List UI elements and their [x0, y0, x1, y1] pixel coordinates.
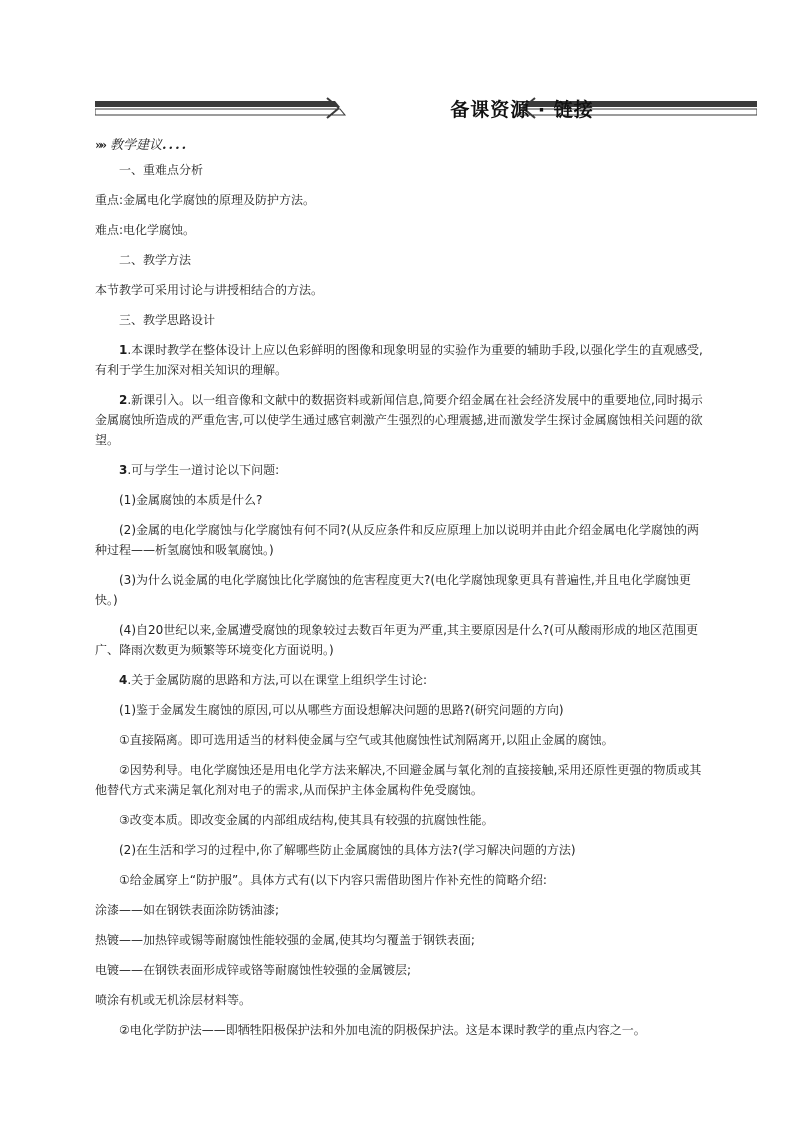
- design-item-1: [95, 340, 707, 380]
- header-title: 备课资源 · 链接: [450, 99, 594, 121]
- item-text: .可与学生一道讨论以下问题:: [127, 463, 280, 477]
- section-heading-2: 二、教学方法: [119, 253, 192, 267]
- question-4: (4)自20世纪以来,金属遭受腐蚀的现象较过去数百年更为严重,其主要原因是什么?(可从酸雨形成的地区范围更广、降雨次数更为频繁等环境变化方面说明。): [95, 623, 698, 657]
- sub-question-2: (2)在生活和学习的过程中,你了解哪些防止金属腐蚀的具体方法?(学习解决问题的方法): [119, 843, 576, 857]
- document-body: [95, 160, 707, 1050]
- item-text: .新课引入。以一组音像和文献中的数据资料或新闻信息,简要介绍金属在社会经济发展中的重要地位,同时揭示金属腐蚀所造成的严重危害,可以使学生通过感官刺激产生强烈的心理震撼,进而激发学生探讨金属腐蚀相关问题的欲望。: [95, 393, 703, 447]
- item-number: 4: [119, 673, 128, 687]
- tips-dots: ....: [162, 138, 189, 153]
- section-heading-1: 一、重难点分析: [119, 163, 204, 177]
- approach-3: ③改变本质。即改变金属的内部组成结构,使其具有较强的抗腐蚀性能。: [119, 813, 494, 827]
- teaching-method: 本节教学可采用讨论与讲授相结合的方法。: [95, 283, 324, 297]
- method-1: ①给金属穿上“防护服”。具体方式有(以下内容只需借助图片作补充性的简略介绍:: [119, 873, 547, 887]
- difficult-point: 难点:电化学腐蚀。: [95, 223, 196, 237]
- item-number: 1: [119, 343, 128, 357]
- header-left-bar: [95, 101, 340, 107]
- item-number: 2: [119, 393, 128, 407]
- question-1: (1)金属腐蚀的本质是什么?: [119, 493, 263, 507]
- teaching-tips-label: [95, 134, 188, 153]
- method-2: ②电化学防护法——即牺牲阳极保护法和外加电流的阴极保护法。这是本课时教学的重点内容之一。: [119, 1023, 646, 1037]
- header-banner-graphic: [95, 93, 757, 123]
- spray-coating-method: 喷涂有机或无机涂层材料等。: [95, 993, 252, 1007]
- approach-2: ②因势利导。电化学腐蚀还是用电化学方法来解决,不回避金属与氧化剂的直接接触,采用还原性更强的物质或其他替代方式来满足氧化剂对电子的需求,从而保护主体金属构件免受腐蚀。: [95, 763, 702, 797]
- item-text: .本课时教学在整体设计上应以色彩鲜明的图像和现象明显的实验作为重要的辅助手段,以强化学生的直观感受,有利于学生加深对相关知识的理解。: [95, 343, 703, 377]
- approach-1: ①直接隔离。即可选用适当的材料使金属与空气或其他腐蚀性试剂隔离开,以阻止金属的腐蚀。: [119, 733, 614, 747]
- question-3: (3)为什么说金属的电化学腐蚀比化学腐蚀的危害程度更大?(电化学腐蚀现象更具有普遍性,并且电化学腐蚀更快。): [95, 573, 691, 607]
- design-item-4: [95, 670, 707, 690]
- double-chevron-icon: »»: [95, 138, 104, 152]
- item-text: .关于金属防腐的思路和方法,可以在课堂上组织学生讨论:: [127, 673, 428, 687]
- coating-method: 涂漆——如在钢铁表面涂防锈油漆;: [95, 903, 280, 917]
- design-item-3: [95, 460, 707, 480]
- tips-label-text: 教学建议: [110, 138, 163, 153]
- electroplating-method: 电镀——在钢铁表面形成锌或铬等耐腐蚀性较强的金属镀层;: [95, 963, 412, 977]
- key-point: 重点:金属电化学腐蚀的原理及防护方法。: [95, 193, 316, 207]
- section-heading-3: 三、教学思路设计: [119, 313, 216, 327]
- item-number: 3: [119, 463, 128, 477]
- design-item-2: [95, 390, 707, 450]
- sub-question-1: (1)鉴于金属发生腐蚀的原因,可以从哪些方面设想解决问题的思路?(研究问题的方向): [119, 703, 564, 717]
- header-left-bar-outline: [95, 109, 345, 115]
- question-2: (2)金属的电化学腐蚀与化学腐蚀有何不同?(从反应条件和反应原理上加以说明并由此介绍金属电化学腐蚀的两种过程——析氢腐蚀和吸氧腐蚀。): [95, 523, 700, 557]
- hot-dip-method: 热镀——加热锌或锡等耐腐蚀性能较强的金属,使其均匀覆盖于钢铁表面;: [95, 933, 475, 947]
- section-header: [95, 93, 757, 123]
